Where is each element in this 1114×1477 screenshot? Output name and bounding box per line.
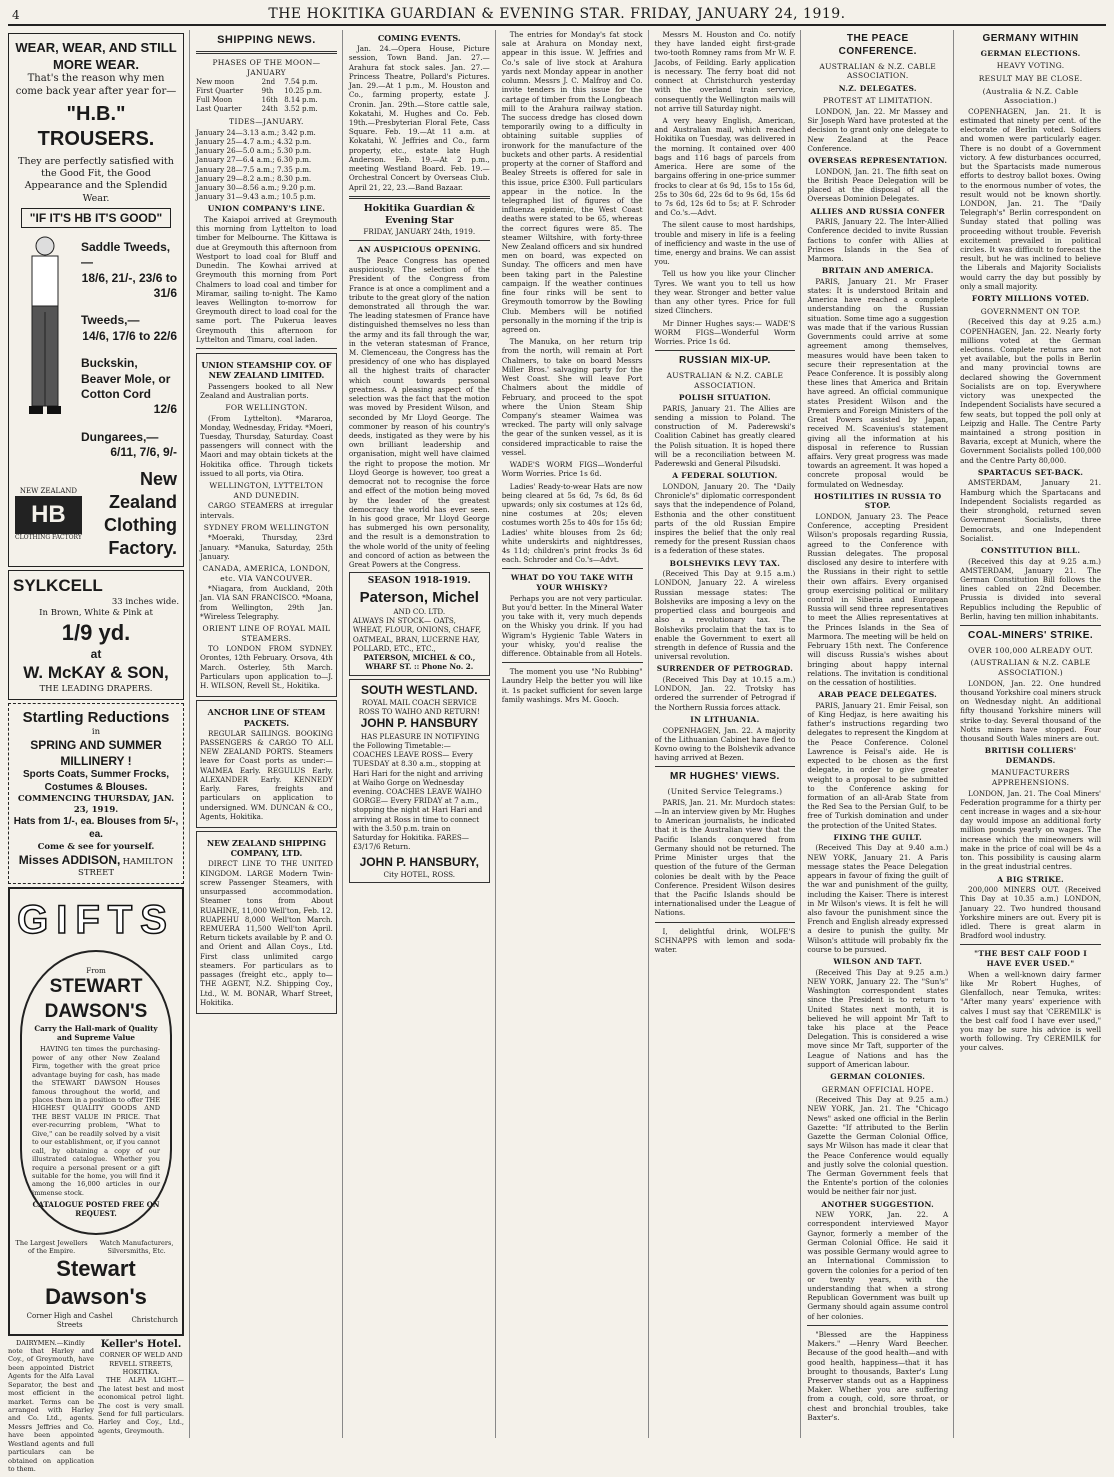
sylkcell-at: at [90,647,102,662]
hb-logo-bottom: CLOTHING FACTORY [15,534,82,542]
table-row: First Quarter 9th 10.25 p.m. [196,87,323,96]
arab-body: PARIS, January 21. Emir Feisal, son of King Hedjaz, is here awaiting his father's instructions regarding two delegates to represent the Kingdom at the Peace Conference. Colonel Lawrence is Feisal's aide. He is expected to be chosen as the first delegate, in order to give greater weight to a proposal to be submitted to the Conference asking for formation of an all-Arab State from the Red Sea to the Persian Gulf, to be free of Turkish domination and under the protection of the United States. [807,700,949,830]
list-item: January 24—3.13 a.m.; 3.42 p.m. [196,127,316,137]
list-item: January 28—7.5 a.m.; 7.35 p.m. [196,164,312,174]
nzs-heading: NEW ZEALAND SHIPPING COMPANY, LTD. [206,837,327,859]
jh-name-2: JOHN P. HANSBURY, [359,854,479,869]
spartacus-body: AMSTERDAM, January 21. Hamburg which the Spartacans and Independent Socialists regarded as their stronghold, returned seven Government Socialists, three Democrats, and one Independent Socialist. [960,478,1101,543]
wellington-heading: FOR WELLINGTON. [225,402,308,412]
column-3 [349,30,496,1438]
sylkcell-firm: W. McKAY & SON, [23,663,169,683]
anchor-body: REGULAR SAILINGS. BOOKING PASSENGERS & CARGO TO ALL NEW ZEALAND PORTS. Steamers leave for Coast ports as under:— WAIMEA Early. REGULUS Early. ALEXANDER Early. KENNEDY Early. Fares, freights and particulars on application to undersigned. WM. DUNCAN & CO., Agents, Hokitika. [200,728,333,821]
hughes-body: PARIS, Jan. 21. Mr. Murdoch states:—In an interview given by Mr. Hughes to American journalists, he indicated that it is the Australian view that the Pacific Islands conquered from Germany should not be returned. The Prime Minister urges that the question of the future of the German colonies be dealt with by the Peace Conference. President Wilson desires that the Pacific Islands should be internationalised under the League of Nations. [654,797,796,918]
season-heading: SEASON 1918-1919. [367,576,471,587]
whisky-heading: WHAT DO YOU TAKE WITH YOUR WHISKY? [510,573,634,593]
sylkcell-ad [8,570,184,700]
britam-heading: BRITAIN AND AMERICA. [821,266,934,276]
millinery-h6: Hats from 1/-, ea. Blouses from 5/-, ea. [13,816,179,841]
trousers-headline: WEAR, WEAR, AND STILL MORE WEAR. [15,40,177,72]
column-1 [8,30,190,1474]
dairymen-notice: DAIRYMEN.—Kindly note that Harley and Coy., of Greymouth, have been appointed District Agents for the Alfa Laval Separator, the best and most efficient in the market. Terms can be arranged with Harley and Co. Ltd., agents. Messrs Jeffries and Co. have been appointed Westland agents and full particulars can be obtained on application to them. [8,1338,95,1474]
bolsheviks-heading: BOLSHEVIKS LEVY TAX. [669,558,781,568]
cargo-heading: WELLINGTON, LYTTELTON AND DUNEDIN. [209,481,324,500]
hb-trousers-ad [8,33,184,567]
trousers-desc: They are perfectly satisfied with the Good Fit, the Good Appearance and the Splendid Wear. [18,156,174,204]
trousers-item-price: 14/6, 17/6 to 22/6 [82,328,178,343]
orient-body: TO LONDON FROM SYDNEY. Orontes, 12th February. Orsova, 4th March. Osterley, 5th March. Particulars upon application to—J. H. WILSON, Revell St., Hokitika. [200,644,333,691]
germany-heading: GERMANY WITHIN [982,33,1079,44]
sylkcell-colours: In Brown, White & Pink at [39,608,153,619]
local-news-3: Messrs M. Houston and Co. notify they have landed eight first-grade two-tooth Romney rams from Mr W. F. Jacobs, of Feilding. Early application is necessary. The ferry boat did not connect at Christchurch yesterday with the overland train service, consequently the Wellington mails will not arrive till Saturday night. [654,30,796,113]
allies-heading: ALLIES AND RUSSIA CONFER [810,206,946,216]
whisky-body: Perhaps you are not very particular. But you'd better. In the Mineral Water you take with it, very much depends on the Whisky you drink. If you had Wigram's Hygienic Table Waters in your whisky, you'd realise the difference. Obtainable from all Hotels. [501,593,643,658]
table-row: New moon 2nd 7.54 p.m. [196,78,318,87]
sydney-body: *Moeraki, Thursday, 23rd January. *Manuka, Saturday, 25th January. [200,533,333,561]
sydney-heading: SYDNEY FROM WELLINGTON [203,522,330,532]
anchor-heading: ANCHOR LINE OF STEAM PACKETS. [207,707,326,728]
protest-heading: PROTEST AT LIMITATION. [822,96,933,106]
jh-addr: City HOTEL, ROSS. [383,869,456,879]
list-item: January 29—8.2 a.m.; 8.30 p.m. [196,173,312,183]
masthead-title: THE HOKITIKA GUARDIAN & EVENING STAR. FRIDAY, JANUARY 24, 1919. [268,6,846,22]
nzdel-heading: N.Z. DELEGATES. [838,83,917,93]
sw-route: ROSS TO WAIHO AND RETURN! [358,707,480,717]
man-figure-illustration [15,232,75,422]
millinery-h3: SPRING AND SUMMER MILLINERY ! [30,738,162,768]
list-item: January 26—5.0 a.m.; 5.30 p.m. [196,146,312,156]
usscot-heading: UNION STEAMSHIP COY. OF NEW ZEALAND LIMITED. [201,360,332,381]
bolsheviks-body: (Received This Day at 9.15 a.m.) LONDON, January 22. A wireless Russian message states: The Bolsheviks are imposing a levy on the propertied class and bourgeois and also a revolutionary tax. The Bolsheviks proclaim that the tax is to enable the Government to exert all strength in defence of Russia and the universal revolution. [654,569,796,662]
shipping-title: SHIPPING NEWS. [217,34,316,46]
germany-source: (Australia & N.Z. Cable Association.) [982,86,1079,106]
peace-sub: AUSTRALIAN & N.Z. CABLE ASSOCIATION. [819,61,937,81]
hb-logo-top: NEW ZEALAND [19,486,77,495]
trousers-item-name: Dungarees,— [81,429,159,444]
wades-ad-2: Mr Dinner Hughes says:— WADE'S WORM FIGS—Wonderful Worm Worries. Price 1s 6d. [654,318,796,346]
sw-heading: SOUTH WESTLAND. [360,682,478,697]
strike-heading: A BIG STRIKE. [997,874,1064,884]
tides-list [196,128,337,202]
protest-body: LONDON, Jan. 22. Mr Massey and Sir Joseph Ward have protested at the decision to grant only one delegate to New Zealand at the Peace Conference. [807,106,949,153]
editorial-date: FRIDAY, JANUARY 24th, 1919. [363,227,476,237]
coal-heading-2: OVER 100,000 ALREADY OUT. [968,645,1094,655]
wolfe-ad: I, delightful drink, WOLFE'S SCHNAPPS with lemon and soda-water. [654,926,796,955]
stewart-dawson-ad [8,887,184,1336]
hostilities-heading: HOSTILITIES IN RUSSIA TO STOP. [814,491,942,511]
coming-events-body: Jan. 24.—Opera House, Picture session, Town Band. Jan. 27.—Arahura fat stock sales. Jan. 27.—Princess Theatre, Pollard's Pictures. Jan. 29.—At 1 p.m., M. Houston and Co., farming property, estate J. Cronin. Jan. 29th.—Store cattle sale, Kokatahi, M. Hughes and Co. Feb. 19th.—Presbyterian Floral Fete, Cass Square. Feb. 19.—At 11 a.m. at Kokatahi, W. Jeffries and Co., farm property, etc., estate late Hugh Anderson. Feb. 19.—At 2 p.m., meeting Westland Board. Feb. 19.—Orchestral Concert by Overseas Club. April 21, 22, 23.—Band Bazaar. [348,44,490,192]
paper-name: Hokitika Guardian & Evening Star [363,202,475,226]
gifts-addr-left: Corner High and Cashel Streets [26,1311,113,1329]
sylkcell-width: 33 inches wide. [111,597,180,608]
russian-sub: AUSTRALIAN & N.Z. CABLE ASSOCIATION. [666,371,784,390]
guilt-heading: FIXING THE GUILT. [833,832,922,842]
wades-ad: WADE'S WORM FIGS—Wonderful Worm Worries. Price 1s 6d. [501,460,643,479]
wellington-body: (From Lyttelton). *Mararoa, Monday, Wednesday, Friday. *Moeri, Tuesday, Thursday, Saturday. Coast passengers will connect with the Maori and may obtain tickets at the Hokitika office. Through tickets issued to all ports, via Otira. [200,413,333,478]
trousers-brand: "H.B." TROUSERS. [37,102,155,151]
page-number: 4 [12,8,21,22]
jh-body: HAS PLEASURE IN NOTIFYING the Following Timetable:— COACHES LEAVE ROSS— Every TUESDAY at 8.30 a.m., stopping at Hari Hari for the night and arriving at Waiho Gorge on Wednesday evening. COACHES LEAVE WAIHO GORGE— Every FRIDAY at 7 a.m., stopping the night at Hari Hari and arriving at Ross in time to connect with the 3.50 p.m. train on Saturday for Hokitika. FARES—£3/17/6 Return. [352,731,483,852]
rubber-ad: The moment you use "No Rubbing" Laundry Help the better you will like it. 1s packet sufficient for seven large family washings. Mrs M. Gooch. [501,667,643,704]
russian-heading: RUSSIAN MIX-UP. [679,355,771,367]
forty-heading: FORTY MILLIONS VOTED. [971,294,1090,304]
strike-body: 200,000 MINERS OUT. (Received This Day at 10.35 a.m.) LONDON, January 22. Two hundred thousand Yorkshire miners are out. Every pit is idled. There is great alarm in Bradford wool industry. [960,885,1101,941]
calf-body: When a well-known dairy farmer like Mr Robert Hughes, of Glenfalloch, near Temuka, writes: "After many years' experience with calves I must say that 'CEREMILK' is the best calf food I have ever used," you may be sure his advice is well worth following. Try CEREMILK for your calves. [960,969,1101,1053]
gifts-name: STEWART DAWSON'S [44,976,148,1022]
list-item: January 25—4.7 a.m.; 4.32 p.m. [196,136,312,146]
trousers-item-price: 12/6 [153,402,178,417]
allies-body: PARIS, January 22. The Inter-Allied Conference decided to invite Russian factions to confer with Allies at Princes Islands in the Sea of Marmora. [807,217,949,263]
germany-heading-3: HEAVY VOTING. [996,61,1065,71]
germany-body: COPENHAGEN, Jan. 21. It is estimated that ninety per cent. of the electorate of Berlin voted. Soldiers and women were particularly eager. There is no doubt of a Government victory. A few disturbances occurred, but the Spartacists made numerous efforts to destroy ballot boxes. Owing to the enormous number of votes, the result would not be known shortly. LONDON, Jan. 21. The "Daily Telegraph's" Berlin correspondent on Sunday stated that polling was proceeding without trouble. Feverish excitement prevailed in political circles. It was difficult to forecast the result, but he was inclined to believe the Liberals and Majority Socialists would carry the day but possibly by only a small majority. [960,106,1101,291]
millinery-h7: Come & see for yourself. [37,841,155,852]
federal-body: LONDON, January 20. The "Daily Chronicle's" diplomatic correspondent says that the independence of Poland, Esthonia and the other constituent parts of the old Russian Empire inspires the belief that the only real remedy for the present Russian chaos is a federation of these states. [654,481,796,556]
constitution-heading: CONSTITUTION BILL. [980,545,1081,555]
overseas-body: LONDON, Jan. 21. The fifth seat on the British Peace Delegation will be placed at the disposal of all the Overseas Dominion Delegates. [807,166,949,204]
millinery-h2: in [91,727,101,738]
calf-heading: "THE BEST CALF FOOD I HAVE EVER USED." [974,949,1088,969]
hostilities-body: LONDON, January 23. The Peace Conference, accepting President Wilson's proposals regarding Russia, agreed to the Conference with Russian delegates. The proposal disclosed any desire to interfere with the Russians in their right to settle their own affairs. Every organised group exercising political or military control in Siberia and European Russia will send three representatives to meet the Allies representatives at the Princes Islands in the Sea of Marmora. The meeting will be held on February 15th next. The Conference will discuss Russia's wishes about bringing about happy internal relations. The invitation is conditional on the cessation of hostilities. [807,512,949,687]
sylkcell-price: 1/9 yd. [61,619,131,645]
local-news-4: A very heavy English, American, and Australian mail, which reached Hokitika on Tuesday, was delivered in the morning. It contained over 400 bags and 116 bags of parcels from America. Here are some of the bargains offering in one-price summer frocks to clear at 6s 9d, 15s to 15s 6d, 25s to 30s 6d, 22s 6d to 9s 6d, 15s 6d to 7s 6d, 12s 6d to 5s; at F. Schroder and Co.'s.—Advt. [654,115,796,218]
nz-clothing-factory: New Zealand Clothing Factory. [104,469,178,559]
pm-addr: PATERSON, MICHEL & CO., WHARF ST. :: Phone No. 2. [363,653,476,672]
pm-stock: ALWAYS IN STOCK— OATS, WHEAT, FLOUR, ONIONS, CHAFF, OATMEAL, BRAN, LUCERNE HAY, POLLARD, ETC., ETC., [352,616,482,653]
polish-body: PARIS, January 21. The Allies are sending a mission to Poland. The construction of M. Paderewski's Coalition Cabinet has greatly cleared the Polish situation. It is hoped there will be a reconciliation between M. Paderewski and General Pilsudski. [654,403,796,469]
taft-body: (Received This Day at 9.25 a.m.) NEW YORK, January 22. The "Sun's" Washington correspondent states since the President is to return to United States next month, it is believed he will appoint Mr Taft to take his place at the Peace Delegation. This is considered a wise move since Mr Taft, supporter of the League of Nations and has the support of American labour. [807,967,949,1069]
millinery-h1: Startling Reductions [22,709,170,727]
alfa-light-notice: THE ALFA LIGHT.—The latest best and most economical petrol light. The cost is very small. Send for full particulars. Harley and Coy., Ltd., agents, Greymouth. [98,1376,185,1435]
gifts-left-tag: The Largest Jewellers of the Empire. [15,1238,88,1256]
gifts-body: HAVING ten times the purchasing-power of any other New Zealand Firm, together with the great price advantage buying for cash, has made the STEWART DAWSON Houses famous throughout the world, and places them in a position to offer THE HIGHEST QUALITY GOODS AND THE BEST VALUE IN PRICE. That ever-recurring problem, "What to Give," can be readily solved by a visit to our establishment, or, if you cannot call, by obtaining a copy of our illustrated catalogue. Whether you require a personal present or a gift suitable for the home, you will find it among the 16,000 articles in our immense stock. [32,1045,161,1197]
federal-heading: A FEDERAL SOLUTION. [672,471,778,481]
petrograd-heading: SURRENDER OF PETROGRAD. [656,664,794,674]
trousers-item-price: 18/6, 21/-, 23/6 to 31/6 [81,270,178,301]
peace-heading: THE PEACE CONFERENCE. [838,33,917,57]
list-item: January 31—9.43 a.m.; 10.5 p.m. [196,192,316,202]
petrograd-body: (Received This Day at 10.15 a.m.) LONDON, Jan. 22. Trotsky has ordered the surrender of Petrograd if the Northern Russia forces attack. [654,675,796,712]
masthead [8,6,1106,26]
coal-source: (AUSTRALIAN & N.Z. CABLE ASSOCIATION.) [970,658,1091,678]
forty-heading-2: GOVERNMENT ON TOP. [980,306,1081,316]
baxter-ad: "Blessed are the Happiness Makers." —Henry Ward Beecher. Because of the good health—and with good health, happiness—that it has brought to thousands, Baxter's Lung Preserver stands out as a Happiness Maker. Whether you are suffering from a cough, cold, sore throat, or chest and bronchial troubles, take Baxter's. [807,1329,949,1422]
gifts-addr-right: Christchurch [131,1316,179,1325]
column-2 [196,30,343,1438]
germany-heading-4: RESULT MAY BE CLOSE. [978,73,1083,83]
polish-heading: POLISH SITUATION. [678,393,771,403]
local-news-1: The entries for Monday's fat stock sale at Arahura on Monday next, appear in this issue. W. Jeffries and Co.'s sale of live stock at Arahura yards next Monday appear in another column. Messrs J. C. Malfroy and Co. invite tenders in this issue for the cartage of timber from the Longbeach mill to the Arahura railway station. The success dredge has closed down temporarily owing to a difficulty in obtaining suitable supplies of ironwork for the manufacture of the buckets and other parts. A residential property at the corner of Stafford and Bealey Streets is offered for sale in this issue, price £300. Full particulars appear in the notice. In the telegraphed list of figures of the influenza epidemic, the West Coast deaths were stated to be 65, whereas the correct figures were 85. The steamer Wiltshire, with forty-three New Zealand officers and six hundred men on board, was expected on Sunday. The officers and men have been taking part in the Palestine campaign. If the weather continues fine four rinks will be sent to Greymouth tomorrow by the Bowling Club. Members will be notified personally in the morning if the trip is agreed on. [501,30,643,334]
kellers-addr: CORNER OF WELD AND REVELL STREETS, HOKITIKA. [99,1351,183,1376]
trousers-item-price: 6/11, 7/6, 9/- [110,444,178,459]
gercol-body: (Received This Day at 9.25 a.m.) NEW YORK, Jan. 21. The "Chicago News" asked one official in the Berlin Gazette: "If attributed to the Berlin Gazette the German Colonial Office, says Mr Wilson has made it clear that the Peace Conference would equally and justly solve the colonial question. The German Government feels that the Entente's portion of the colonies would be neither fair nor just. [807,1095,949,1197]
spartacus-heading: SPARTACUS SET-BACK. [977,467,1084,477]
brit-heading-2: MANUFACTURERS APPREHENSIONS. [991,768,1070,787]
britam-body: PARIS, January 21. Mr Fraser states: It is understood Britain and America have reached a complete understanding on the Russian situation. Some time ago a suggestion was made that if the various Russian Governments could arrive at some agreement among themselves, measures would have been taken to secure their representation at the Peace Conference. It is possibly along these lines that America and Britain have agreed. An official communique states President Wilson and the Premiers and Foreign Ministers of the Great Powers assisted by Japan, received M. Scavenius's statement giving all the information at his disposal in reference to Russian affairs. Very great progress was made towards an agreement. It was hoped a concrete proposal would be formulated on Wednesday. [807,276,949,489]
editorial-heading: AN AUSPICIOUS OPENING. [357,245,481,255]
table-row: Full Moon 16th 8.14 p.m. [196,96,318,105]
table-row: Last Quarter 24th 3.52 p.m. [196,105,318,114]
usscot-body: Passengers booked to all New Zealand and Australian ports. [200,381,333,400]
jh-name: JOHN P. HANSBURY [360,716,478,731]
clincher-ad: Tell us how you like your Clincher Tyres. We want you to tell us how they wear. Stronger and better value than any other tyres. Price for full sized Clinchers. [654,269,796,316]
union-body: The Kaiapoi arrived at Greymouth this morning from Lyttelton to load timber for Melbourne. The Kittawa is due at Greymouth this afternoon from Westport to load coal for Bluff and Dunedin. The Kowhai arrived at Greymouth this morning from Port Chalmers to load coal and timber for Miramar, sailing to-night. The Kamo leaves Wellington to-morrow for Greymouth direct to load coal for the same port. The Pukerua leaves Greymouth this afternoon for Lyttelton and Timaru, coal laden. [196,215,337,344]
trousers-motto: "IF IT'S HB IT'S GOOD" [21,208,171,228]
canada-heading: CANADA, AMERICA, LONDON, etc. VIA VANCOUVER. [202,563,331,583]
forty-body: (Received this day at 9.25 a.m.) COPENHAGEN, Jan. 22. Nearly forty millions voted at the German elections. Complete returns are not yet available, but the polls in Berlin and many provincial towns are declared showing the Government Socialists are on top. Everywhere victory was unexpected the Independent Socialists have secured a few seats, but topped the poll only at Leipzig and Halle. The Centre Party maintained a strong position in Bavaria, except at Munich, where the Government Socialists polled 100,000 and the Centre Party 80,000. [960,317,1101,465]
phases-heading: PHASES OF THE MOON—JANUARY [212,58,321,77]
millinery-firm: Misses ADDISON, [18,852,121,867]
local-news-5: The silent cause to most hardships, trouble and misery in life is a feeling of inefficiency and waste in the use of time, energy and brains. We can assist you. [654,220,796,267]
column-4 [502,30,649,1438]
hughes-heading: MR HUGHES' VIEWS. [670,771,780,783]
overseas-heading: OVERSEAS REPRESENTATION. [808,156,948,166]
column-6 [807,30,954,1438]
brit-heading: BRITISH COLLIERS' DEMANDS. [984,746,1077,765]
gercol-heading: GERMAN COLONIES. [830,1072,926,1082]
brit-body: LONDON, Jan. 21. The Coal Miners' Federation programme for a thirty per cent increase in wages and a six-hour day would impose an additional forty million pounds yearly on wages. The increase which the mineowners will make in the price of coal will be 4s a ton. This possibility is causing alarm in the great industrial centres. [960,788,1101,872]
arab-heading: ARAB PEACE DELEGATES. [818,690,938,700]
list-item: January 27—6.4 a.m.; 6.30 p.m. [196,155,312,165]
column-5 [655,30,802,1438]
hb-logo: HB [15,496,82,535]
another-body: NEW YORK, Jan. 22. A correspondent interviewed Mayor Gaynor, formerly a member of the German Colonial Office. He said it was possible Germany would agree to an International Commission to govern the colonies for a period of ten or twenty years, with the understanding that when a strong Republican Government was built up Germany should again assume control of her colonies. [807,1210,949,1321]
trousers-item-name: Saddle Tweeds,— [81,240,171,270]
lithuania-heading: IN LITHUANIA. [690,714,760,724]
local-news-2: The Manuka, on her return trip from the north, will remain at Port Chalmers, to take on board Messrs Miller Bros.' salvaging party for the West Coast. She will leave Port Chalmers about the middle of February, and proceed to the spot where the Union Steam Ship Company's steamer Waimea was wrecked. The party will only salvage the gear of the sunken vessel, as it is considered impracticable to raise the vessel. [501,337,643,457]
pm-sub: AND CO. LTD. [393,607,446,616]
lithuania-body: COPENHAGEN, Jan. 22. A majority of the Lithuanian Cabinet have fled to Kovno owing to the Bolshevik advance having arrived at Bezen. [654,725,796,763]
editorial-body: The Peace Congress has opened auspiciously. The selection of the President of the Congress from France is at once a compliment and a tribute to the great glory of the nation demonstrated all through the war. The leading statesmen of France have distinguished themselves no less than the army and its fall through the war, in the veteran statesman of France, M. Clemenceau, the Congress has the presidency of one who has displayed all the highest traits of character which count towards personal greatness. A pleasing aspect of the selection was the fact that the motion was moved by President Wilson, and seconded by Mr Lloyd George. The commoner by reason of his country's deeds, instigated as they were by his own brilliant leadership and organisation, might well have claimed the right to propose the motion. Mr Lloyd George is however, too great a democrat not to recognise the force and effect of the motion being moved by the leader of the greatest democracy the world has ever seen. In his good grace, Mr Lloyd George has submerged his own personality, and the result is a demonstration to the whole world of the unity of feeling and concord of action as between the Great Powers at the Congress. [348,255,490,570]
trousers-sub: That's the reason why men come back year after year for— [15,73,177,98]
trousers-item-name: Buckskin, Beaver Mole, or Cotton Cord [81,356,171,401]
sylkcell-name: SYLKCELL [13,576,103,596]
sylkcell-tag: THE LEADING DRAPERS. [39,684,153,695]
millinery-h5: COMMENCING THURSDAY, JAN. 23, 1919. [17,794,175,816]
another-heading: ANOTHER SUGGESTION. [821,1199,935,1209]
millinery-addr: HAMILTON STREET [78,856,174,879]
sw-sub: ROYAL MAIL COACH SERVICE [361,697,477,707]
canada-body: *Niagara, from Auckland, 20th Jan. VIA SAN FRANCISCO. *Moana, from Wellington, 29th Jan. *Wireless Telegraphy. [200,584,333,621]
gifts-firm: Stewart Dawson's [45,1256,147,1310]
gifts-tagline: Carry the Hall-mark of Quality and Supreme Value [34,1023,158,1043]
millinery-ad [8,703,184,884]
millinery-h4: Sports Coats, Summer Frocks, Costumes & Blouses. [22,768,170,793]
orient-heading: ORIENT LINE OF ROYAL MAIL STEAMERS. [202,624,331,643]
coal-body: LONDON, Jan. 22. One hundred thousand Yorkshire coal miners struck on Wednesday night. An additional fifty thousand Yorkshire miners will strike to-day. Several thousand of the Notts miners have stopped. Four thousand South Wales miners are out. [960,678,1101,743]
gifts-title: GIFTS [17,897,175,942]
constitution-body: (Received this day at 9.25 a.m.) AMSTERDAM, January 21. The German Constitution Bill follows the lines cabled on 22nd December. Prussia is divided into several Republics including the Republic of Berlin, having ten million inhabitants. [960,556,1101,621]
column-7 [960,30,1106,1438]
gifts-catalogue: CATALOGUE POSTED FREE ON REQUEST. [32,1200,160,1219]
pm-name: Paterson, Michel [359,588,479,606]
list-item: January 30—8.56 a.m.; 9.20 p.m. [196,182,316,192]
gercol-sub: GERMAN OFFICIAL HOPE. [821,1084,934,1094]
ladies-ad: Ladies' Ready-to-wear Hats are now being cleared at 5s 6d, 7s 6d, 8s 6d upwards; only six costumes at 12s 6d, nine costumes at 20s; eleven costumes worth 25s to 40s for 15s 6d; Ladies' white blouses from 2s 6d; white underskirts and nightdresses, 4s 11d; children's print frocks 3s 6d each. Schroder and Co.'s—Advt. [501,481,643,565]
nzs-body: DIRECT LINE TO THE UNITED KINGDOM. LARGE Modern Twin-screw Passenger Steamers, with unsurpassed accommodation. Steamer tons from About RUAHINE, 11,000 Well'ton, Feb. 12. RUAPEHU 8,000 Well'ton March. REMUERA 11,500 Well'ton April. Return tickets available by P. and O. and Orient and Allan Coys., Ltd. First class unlimited cargo steamers. For particulars as to passages (freight etc., apply to— THE AGENT, N.Z. Shipping Coy., Ltd., W. M. BONAR, Wharf Street, Hokitika. [200,859,333,1007]
tides-heading: TIDES—JANUARY. [229,117,304,127]
guilt-body: (Received This Day at 9.40 a.m.) NEW YORK, January 21. A Paris message states the Peace Delegation appears in favour of fixing the guilt of the war and punishment of the guilty, including the Kaiser. There is interest in Mr Wilson's views. It is felt he will also favour the punishment since the French and English already expressed a desire to punish the guilty. Mr Wilson's attitude will probably fix the course to be pursued. [807,843,949,954]
gifts-from: From [86,966,106,976]
trousers-item-name: Tweeds,— [81,313,140,328]
union-heading: UNION COMPANY'S LINE. [207,204,326,214]
cargo-body: CARGO STEAMERS at irregular intervals. [200,501,333,520]
taft-heading: WILSON AND TAFT. [833,957,923,967]
germany-heading-2: GERMAN ELECTIONS. [980,48,1081,58]
kellers-title: Keller's Hotel. [100,1338,182,1350]
hughes-sub: (United Service Telegrams.) [667,787,783,797]
coal-heading: COAL-MINERS' STRIKE. [968,630,1094,642]
gifts-right-tag: Watch Manufacturers, Silversmiths, Etc. [99,1238,174,1256]
moon-phases-table [196,78,337,114]
coming-events-heading: COMING EVENTS. [377,33,461,43]
